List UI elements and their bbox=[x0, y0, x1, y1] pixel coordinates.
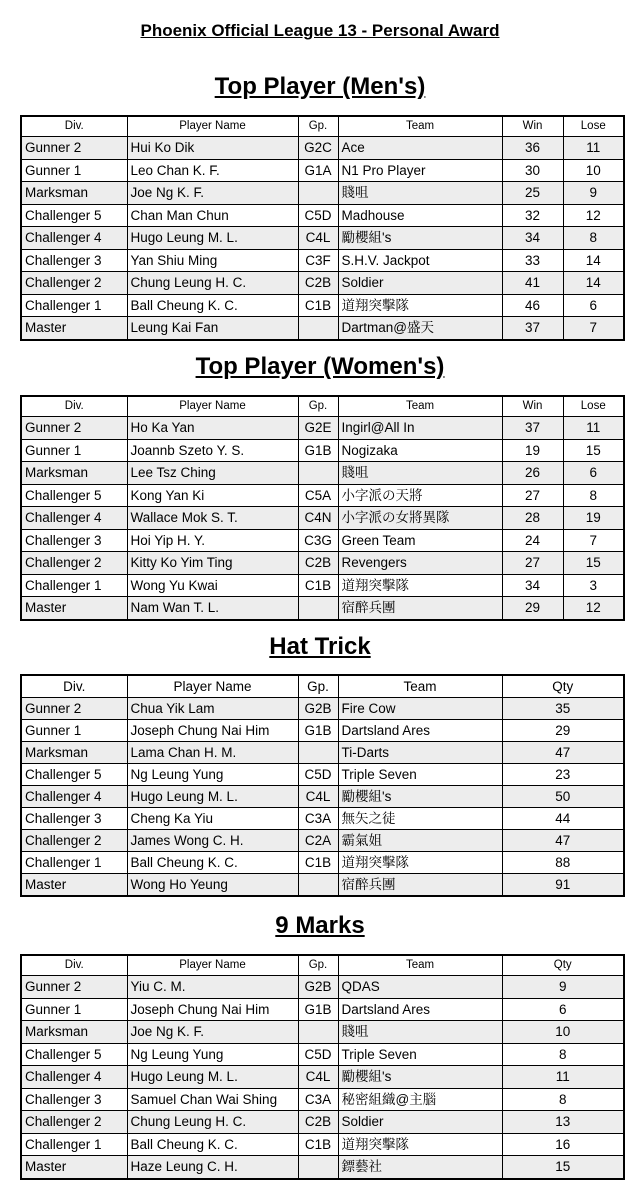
cell-gp: C2B bbox=[298, 1111, 338, 1134]
table-row bbox=[21, 1088, 624, 1111]
cell-win: 36 bbox=[502, 137, 563, 160]
cell-team: 賤咀 bbox=[338, 1021, 502, 1044]
cell-player-name: Kong Yan Ki bbox=[127, 484, 298, 507]
table-row bbox=[21, 998, 624, 1021]
header-player-name: Player Name bbox=[127, 116, 298, 137]
table-row bbox=[21, 1043, 624, 1066]
cell-gp bbox=[298, 182, 338, 205]
cell-player-name: Yan Shiu Ming bbox=[127, 249, 298, 272]
cell-team: N1 Pro Player bbox=[338, 159, 502, 182]
table-row bbox=[21, 1021, 624, 1044]
cell-qty: 47 bbox=[502, 830, 624, 852]
header-win: Win bbox=[502, 116, 563, 137]
cell-gp: G1B bbox=[298, 720, 338, 742]
cell-team: 霸氣姐 bbox=[338, 830, 502, 852]
cell-gp: C3G bbox=[298, 529, 338, 552]
cell-player-name: Chung Leung H. C. bbox=[127, 272, 298, 295]
cell-gp: C4L bbox=[298, 786, 338, 808]
cell-gp: C5A bbox=[298, 484, 338, 507]
table-header-row bbox=[21, 675, 624, 698]
cell-div: Master bbox=[21, 597, 127, 620]
cell-gp: C3F bbox=[298, 249, 338, 272]
header-div: Div. bbox=[21, 396, 127, 417]
header-div: Div. bbox=[21, 675, 127, 698]
cell-qty: 6 bbox=[502, 998, 624, 1021]
cell-player-name: Lee Tsz Ching bbox=[127, 462, 298, 485]
cell-team: 宿醉兵團 bbox=[338, 597, 502, 620]
cell-div: Challenger 3 bbox=[21, 1088, 127, 1111]
header-gp: Gp. bbox=[298, 955, 338, 976]
cell-div: Challenger 4 bbox=[21, 507, 127, 530]
table-row bbox=[21, 976, 624, 999]
table-row bbox=[21, 159, 624, 182]
cell-div: Challenger 5 bbox=[21, 764, 127, 786]
cell-qty: 16 bbox=[502, 1133, 624, 1156]
cell-div: Challenger 3 bbox=[21, 529, 127, 552]
table-header-row bbox=[21, 116, 624, 137]
cell-gp: C4N bbox=[298, 507, 338, 530]
cell-lose: 12 bbox=[563, 204, 624, 227]
cell-win: 28 bbox=[502, 507, 563, 530]
cell-gp: C5D bbox=[298, 764, 338, 786]
cell-gp: G2E bbox=[298, 417, 338, 440]
cell-div: Challenger 2 bbox=[21, 552, 127, 575]
cell-div: Challenger 4 bbox=[21, 227, 127, 250]
table-row bbox=[21, 137, 624, 160]
cell-team: 小字派の女將異隊 bbox=[338, 507, 502, 530]
cell-gp: C3A bbox=[298, 1088, 338, 1111]
cell-team: Ace bbox=[338, 137, 502, 160]
cell-lose: 11 bbox=[563, 417, 624, 440]
cell-player-name: Ball Cheung K. C. bbox=[127, 852, 298, 874]
cell-gp: C2B bbox=[298, 552, 338, 575]
cell-gp: G1B bbox=[298, 439, 338, 462]
cell-div: Gunner 1 bbox=[21, 159, 127, 182]
table-row bbox=[21, 720, 624, 742]
cell-gp bbox=[298, 874, 338, 897]
table-row bbox=[21, 597, 624, 620]
header-gp: Gp. bbox=[298, 675, 338, 698]
top-player-mens-table bbox=[20, 115, 625, 341]
cell-win: 33 bbox=[502, 249, 563, 272]
cell-win: 32 bbox=[502, 204, 563, 227]
cell-team: 道翔突擊隊 bbox=[338, 852, 502, 874]
cell-team: S.H.V. Jackpot bbox=[338, 249, 502, 272]
cell-qty: 8 bbox=[502, 1088, 624, 1111]
cell-div: Gunner 2 bbox=[21, 698, 127, 720]
cell-lose: 19 bbox=[563, 507, 624, 530]
cell-div: Challenger 1 bbox=[21, 1133, 127, 1156]
header-player-name: Player Name bbox=[127, 955, 298, 976]
table-row bbox=[21, 272, 624, 295]
header-player-name: Player Name bbox=[127, 675, 298, 698]
cell-div: Marksman bbox=[21, 462, 127, 485]
table-row bbox=[21, 317, 624, 340]
cell-div: Challenger 2 bbox=[21, 272, 127, 295]
cell-player-name: Hugo Leung M. L. bbox=[127, 786, 298, 808]
cell-div: Master bbox=[21, 1156, 127, 1179]
cell-gp: C2A bbox=[298, 830, 338, 852]
cell-gp: C5D bbox=[298, 1043, 338, 1066]
table-row bbox=[21, 808, 624, 830]
cell-player-name: Leung Kai Fan bbox=[127, 317, 298, 340]
cell-div: Gunner 2 bbox=[21, 417, 127, 440]
header-lose: Lose bbox=[563, 396, 624, 417]
cell-qty: 29 bbox=[502, 720, 624, 742]
cell-player-name: Haze Leung C. H. bbox=[127, 1156, 298, 1179]
cell-lose: 8 bbox=[563, 484, 624, 507]
cell-player-name: Chua Yik Lam bbox=[127, 698, 298, 720]
cell-div: Challenger 3 bbox=[21, 249, 127, 272]
section-title-top-player-womens: Top Player (Women's) bbox=[195, 353, 445, 380]
cell-div: Gunner 2 bbox=[21, 137, 127, 160]
cell-lose: 3 bbox=[563, 574, 624, 597]
page-title: Phoenix Official League 13 - Personal Award bbox=[140, 21, 500, 40]
header-qty: Qty bbox=[502, 955, 624, 976]
cell-gp: G2B bbox=[298, 698, 338, 720]
cell-qty: 15 bbox=[502, 1156, 624, 1179]
cell-gp bbox=[298, 742, 338, 764]
cell-team: 秘密組織@主腦 bbox=[338, 1088, 502, 1111]
cell-team: Green Team bbox=[338, 529, 502, 552]
cell-qty: 91 bbox=[502, 874, 624, 897]
cell-qty: 50 bbox=[502, 786, 624, 808]
cell-player-name: Leo Chan K. F. bbox=[127, 159, 298, 182]
cell-player-name: Joseph Chung Nai Him bbox=[127, 720, 298, 742]
cell-player-name: Samuel Chan Wai Shing bbox=[127, 1088, 298, 1111]
header-gp: Gp. bbox=[298, 116, 338, 137]
cell-win: 24 bbox=[502, 529, 563, 552]
cell-team: Dartsland Ares bbox=[338, 720, 502, 742]
cell-team: 無矢之徒 bbox=[338, 808, 502, 830]
cell-div: Master bbox=[21, 874, 127, 897]
table-row bbox=[21, 529, 624, 552]
cell-player-name: Wong Ho Yeung bbox=[127, 874, 298, 897]
cell-win: 46 bbox=[502, 294, 563, 317]
cell-lose: 14 bbox=[563, 272, 624, 295]
cell-win: 37 bbox=[502, 317, 563, 340]
cell-player-name: Chung Leung H. C. bbox=[127, 1111, 298, 1134]
cell-win: 41 bbox=[502, 272, 563, 295]
table-row bbox=[21, 204, 624, 227]
header-win: Win bbox=[502, 396, 563, 417]
cell-team: 勵櫻組's bbox=[338, 227, 502, 250]
table-header-row bbox=[21, 396, 624, 417]
cell-qty: 11 bbox=[502, 1066, 624, 1089]
cell-player-name: Hugo Leung M. L. bbox=[127, 1066, 298, 1089]
header-lose: Lose bbox=[563, 116, 624, 137]
table-row bbox=[21, 874, 624, 897]
section-title-9-marks: 9 Marks bbox=[275, 912, 365, 939]
cell-team: Soldier bbox=[338, 1111, 502, 1134]
cell-qty: 88 bbox=[502, 852, 624, 874]
cell-div: Challenger 3 bbox=[21, 808, 127, 830]
cell-qty: 9 bbox=[502, 976, 624, 999]
table-row bbox=[21, 1156, 624, 1179]
cell-player-name: Ball Cheung K. C. bbox=[127, 1133, 298, 1156]
cell-lose: 14 bbox=[563, 249, 624, 272]
table-row bbox=[21, 182, 624, 205]
header-team: Team bbox=[338, 116, 502, 137]
table-row bbox=[21, 852, 624, 874]
cell-qty: 47 bbox=[502, 742, 624, 764]
cell-gp: C5D bbox=[298, 204, 338, 227]
table-row bbox=[21, 439, 624, 462]
cell-player-name: Hui Ko Dik bbox=[127, 137, 298, 160]
cell-team: QDAS bbox=[338, 976, 502, 999]
cell-win: 26 bbox=[502, 462, 563, 485]
cell-qty: 13 bbox=[502, 1111, 624, 1134]
table-row bbox=[21, 574, 624, 597]
cell-div: Challenger 2 bbox=[21, 1111, 127, 1134]
cell-gp: C1B bbox=[298, 1133, 338, 1156]
cell-team: Revengers bbox=[338, 552, 502, 575]
cell-gp bbox=[298, 1021, 338, 1044]
cell-player-name: Wong Yu Kwai bbox=[127, 574, 298, 597]
cell-div: Marksman bbox=[21, 182, 127, 205]
cell-div: Challenger 2 bbox=[21, 830, 127, 852]
cell-team: Ti-Darts bbox=[338, 742, 502, 764]
cell-gp bbox=[298, 1156, 338, 1179]
table-row bbox=[21, 462, 624, 485]
cell-div: Gunner 1 bbox=[21, 439, 127, 462]
cell-gp: C1B bbox=[298, 294, 338, 317]
cell-team: 道翔突擊隊 bbox=[338, 294, 502, 317]
cell-gp: G2B bbox=[298, 976, 338, 999]
cell-player-name: Wallace Mok S. T. bbox=[127, 507, 298, 530]
header-div: Div. bbox=[21, 116, 127, 137]
cell-win: 27 bbox=[502, 484, 563, 507]
cell-player-name: Joannb Szeto Y. S. bbox=[127, 439, 298, 462]
cell-div: Challenger 5 bbox=[21, 1043, 127, 1066]
cell-player-name: Ho Ka Yan bbox=[127, 417, 298, 440]
cell-gp: C1B bbox=[298, 574, 338, 597]
cell-team: Dartman@盛天 bbox=[338, 317, 502, 340]
cell-div: Challenger 1 bbox=[21, 294, 127, 317]
section-title-top-player-mens: Top Player (Men's) bbox=[214, 73, 426, 100]
cell-team: Triple Seven bbox=[338, 764, 502, 786]
cell-qty: 35 bbox=[502, 698, 624, 720]
cell-div: Gunner 1 bbox=[21, 720, 127, 742]
cell-player-name: Ball Cheung K. C. bbox=[127, 294, 298, 317]
nine-marks-table bbox=[20, 954, 625, 1180]
table-row bbox=[21, 698, 624, 720]
cell-div: Gunner 1 bbox=[21, 998, 127, 1021]
cell-gp: G1A bbox=[298, 159, 338, 182]
header-team: Team bbox=[338, 955, 502, 976]
table-row bbox=[21, 227, 624, 250]
cell-win: 34 bbox=[502, 227, 563, 250]
cell-win: 29 bbox=[502, 597, 563, 620]
cell-player-name: Joe Ng K. F. bbox=[127, 1021, 298, 1044]
cell-team: 勵櫻組's bbox=[338, 1066, 502, 1089]
cell-player-name: Ng Leung Yung bbox=[127, 764, 298, 786]
cell-div: Challenger 1 bbox=[21, 852, 127, 874]
cell-div: Marksman bbox=[21, 1021, 127, 1044]
cell-div: Gunner 2 bbox=[21, 976, 127, 999]
cell-gp: C2B bbox=[298, 272, 338, 295]
table-row bbox=[21, 1111, 624, 1134]
table-row bbox=[21, 507, 624, 530]
cell-player-name: James Wong C. H. bbox=[127, 830, 298, 852]
cell-team: Fire Cow bbox=[338, 698, 502, 720]
cell-div: Challenger 5 bbox=[21, 484, 127, 507]
cell-team: 宿醉兵團 bbox=[338, 874, 502, 897]
cell-player-name: Joseph Chung Nai Him bbox=[127, 998, 298, 1021]
table-row bbox=[21, 294, 624, 317]
table-row bbox=[21, 417, 624, 440]
table-row bbox=[21, 742, 624, 764]
cell-lose: 10 bbox=[563, 159, 624, 182]
table-row bbox=[21, 249, 624, 272]
cell-team: 勵櫻組's bbox=[338, 786, 502, 808]
table-row bbox=[21, 764, 624, 786]
cell-lose: 12 bbox=[563, 597, 624, 620]
cell-lose: 6 bbox=[563, 294, 624, 317]
table-row bbox=[21, 484, 624, 507]
cell-win: 27 bbox=[502, 552, 563, 575]
hat-trick-table bbox=[20, 674, 625, 897]
top-player-womens-table bbox=[20, 395, 625, 621]
cell-win: 37 bbox=[502, 417, 563, 440]
cell-lose: 15 bbox=[563, 552, 624, 575]
cell-lose: 7 bbox=[563, 529, 624, 552]
cell-team: Madhouse bbox=[338, 204, 502, 227]
cell-lose: 8 bbox=[563, 227, 624, 250]
cell-div: Challenger 4 bbox=[21, 786, 127, 808]
cell-qty: 23 bbox=[502, 764, 624, 786]
cell-qty: 8 bbox=[502, 1043, 624, 1066]
cell-player-name: Cheng Ka Yiu bbox=[127, 808, 298, 830]
cell-div: Challenger 5 bbox=[21, 204, 127, 227]
cell-player-name: Joe Ng K. F. bbox=[127, 182, 298, 205]
cell-player-name: Kitty Ko Yim Ting bbox=[127, 552, 298, 575]
cell-team: Ingirl@All In bbox=[338, 417, 502, 440]
cell-div: Challenger 1 bbox=[21, 574, 127, 597]
table-row bbox=[21, 786, 624, 808]
header-team: Team bbox=[338, 396, 502, 417]
cell-lose: 15 bbox=[563, 439, 624, 462]
cell-div: Master bbox=[21, 317, 127, 340]
cell-team: Nogizaka bbox=[338, 439, 502, 462]
cell-gp: C4L bbox=[298, 1066, 338, 1089]
cell-team: 賤咀 bbox=[338, 182, 502, 205]
cell-player-name: Hoi Yip H. Y. bbox=[127, 529, 298, 552]
table-header-row bbox=[21, 955, 624, 976]
cell-lose: 6 bbox=[563, 462, 624, 485]
header-team: Team bbox=[338, 675, 502, 698]
cell-player-name: Ng Leung Yung bbox=[127, 1043, 298, 1066]
cell-gp: C3A bbox=[298, 808, 338, 830]
cell-lose: 9 bbox=[563, 182, 624, 205]
cell-player-name: Hugo Leung M. L. bbox=[127, 227, 298, 250]
section-title-hat-trick: Hat Trick bbox=[269, 633, 371, 660]
cell-div: Marksman bbox=[21, 742, 127, 764]
header-div: Div. bbox=[21, 955, 127, 976]
cell-team: 鏢藝社 bbox=[338, 1156, 502, 1179]
cell-gp bbox=[298, 462, 338, 485]
table-row bbox=[21, 830, 624, 852]
table-row bbox=[21, 1066, 624, 1089]
header-player-name: Player Name bbox=[127, 396, 298, 417]
cell-div: Challenger 4 bbox=[21, 1066, 127, 1089]
cell-win: 19 bbox=[502, 439, 563, 462]
cell-player-name: Nam Wan T. L. bbox=[127, 597, 298, 620]
cell-qty: 10 bbox=[502, 1021, 624, 1044]
cell-gp: C1B bbox=[298, 852, 338, 874]
cell-team: 小字派の天將 bbox=[338, 484, 502, 507]
cell-qty: 44 bbox=[502, 808, 624, 830]
cell-gp: G1B bbox=[298, 998, 338, 1021]
cell-player-name: Yiu C. M. bbox=[127, 976, 298, 999]
cell-team: 賤咀 bbox=[338, 462, 502, 485]
cell-team: Soldier bbox=[338, 272, 502, 295]
cell-team: Triple Seven bbox=[338, 1043, 502, 1066]
cell-gp bbox=[298, 597, 338, 620]
cell-win: 34 bbox=[502, 574, 563, 597]
cell-win: 30 bbox=[502, 159, 563, 182]
cell-lose: 7 bbox=[563, 317, 624, 340]
cell-lose: 11 bbox=[563, 137, 624, 160]
cell-gp bbox=[298, 317, 338, 340]
cell-team: 道翔突擊隊 bbox=[338, 574, 502, 597]
cell-player-name: Lama Chan H. M. bbox=[127, 742, 298, 764]
cell-gp: C4L bbox=[298, 227, 338, 250]
cell-player-name: Chan Man Chun bbox=[127, 204, 298, 227]
table-row bbox=[21, 552, 624, 575]
table-row bbox=[21, 1133, 624, 1156]
cell-gp: G2C bbox=[298, 137, 338, 160]
cell-team: Dartsland Ares bbox=[338, 998, 502, 1021]
header-qty: Qty bbox=[502, 675, 624, 698]
header-gp: Gp. bbox=[298, 396, 338, 417]
cell-team: 道翔突擊隊 bbox=[338, 1133, 502, 1156]
cell-win: 25 bbox=[502, 182, 563, 205]
